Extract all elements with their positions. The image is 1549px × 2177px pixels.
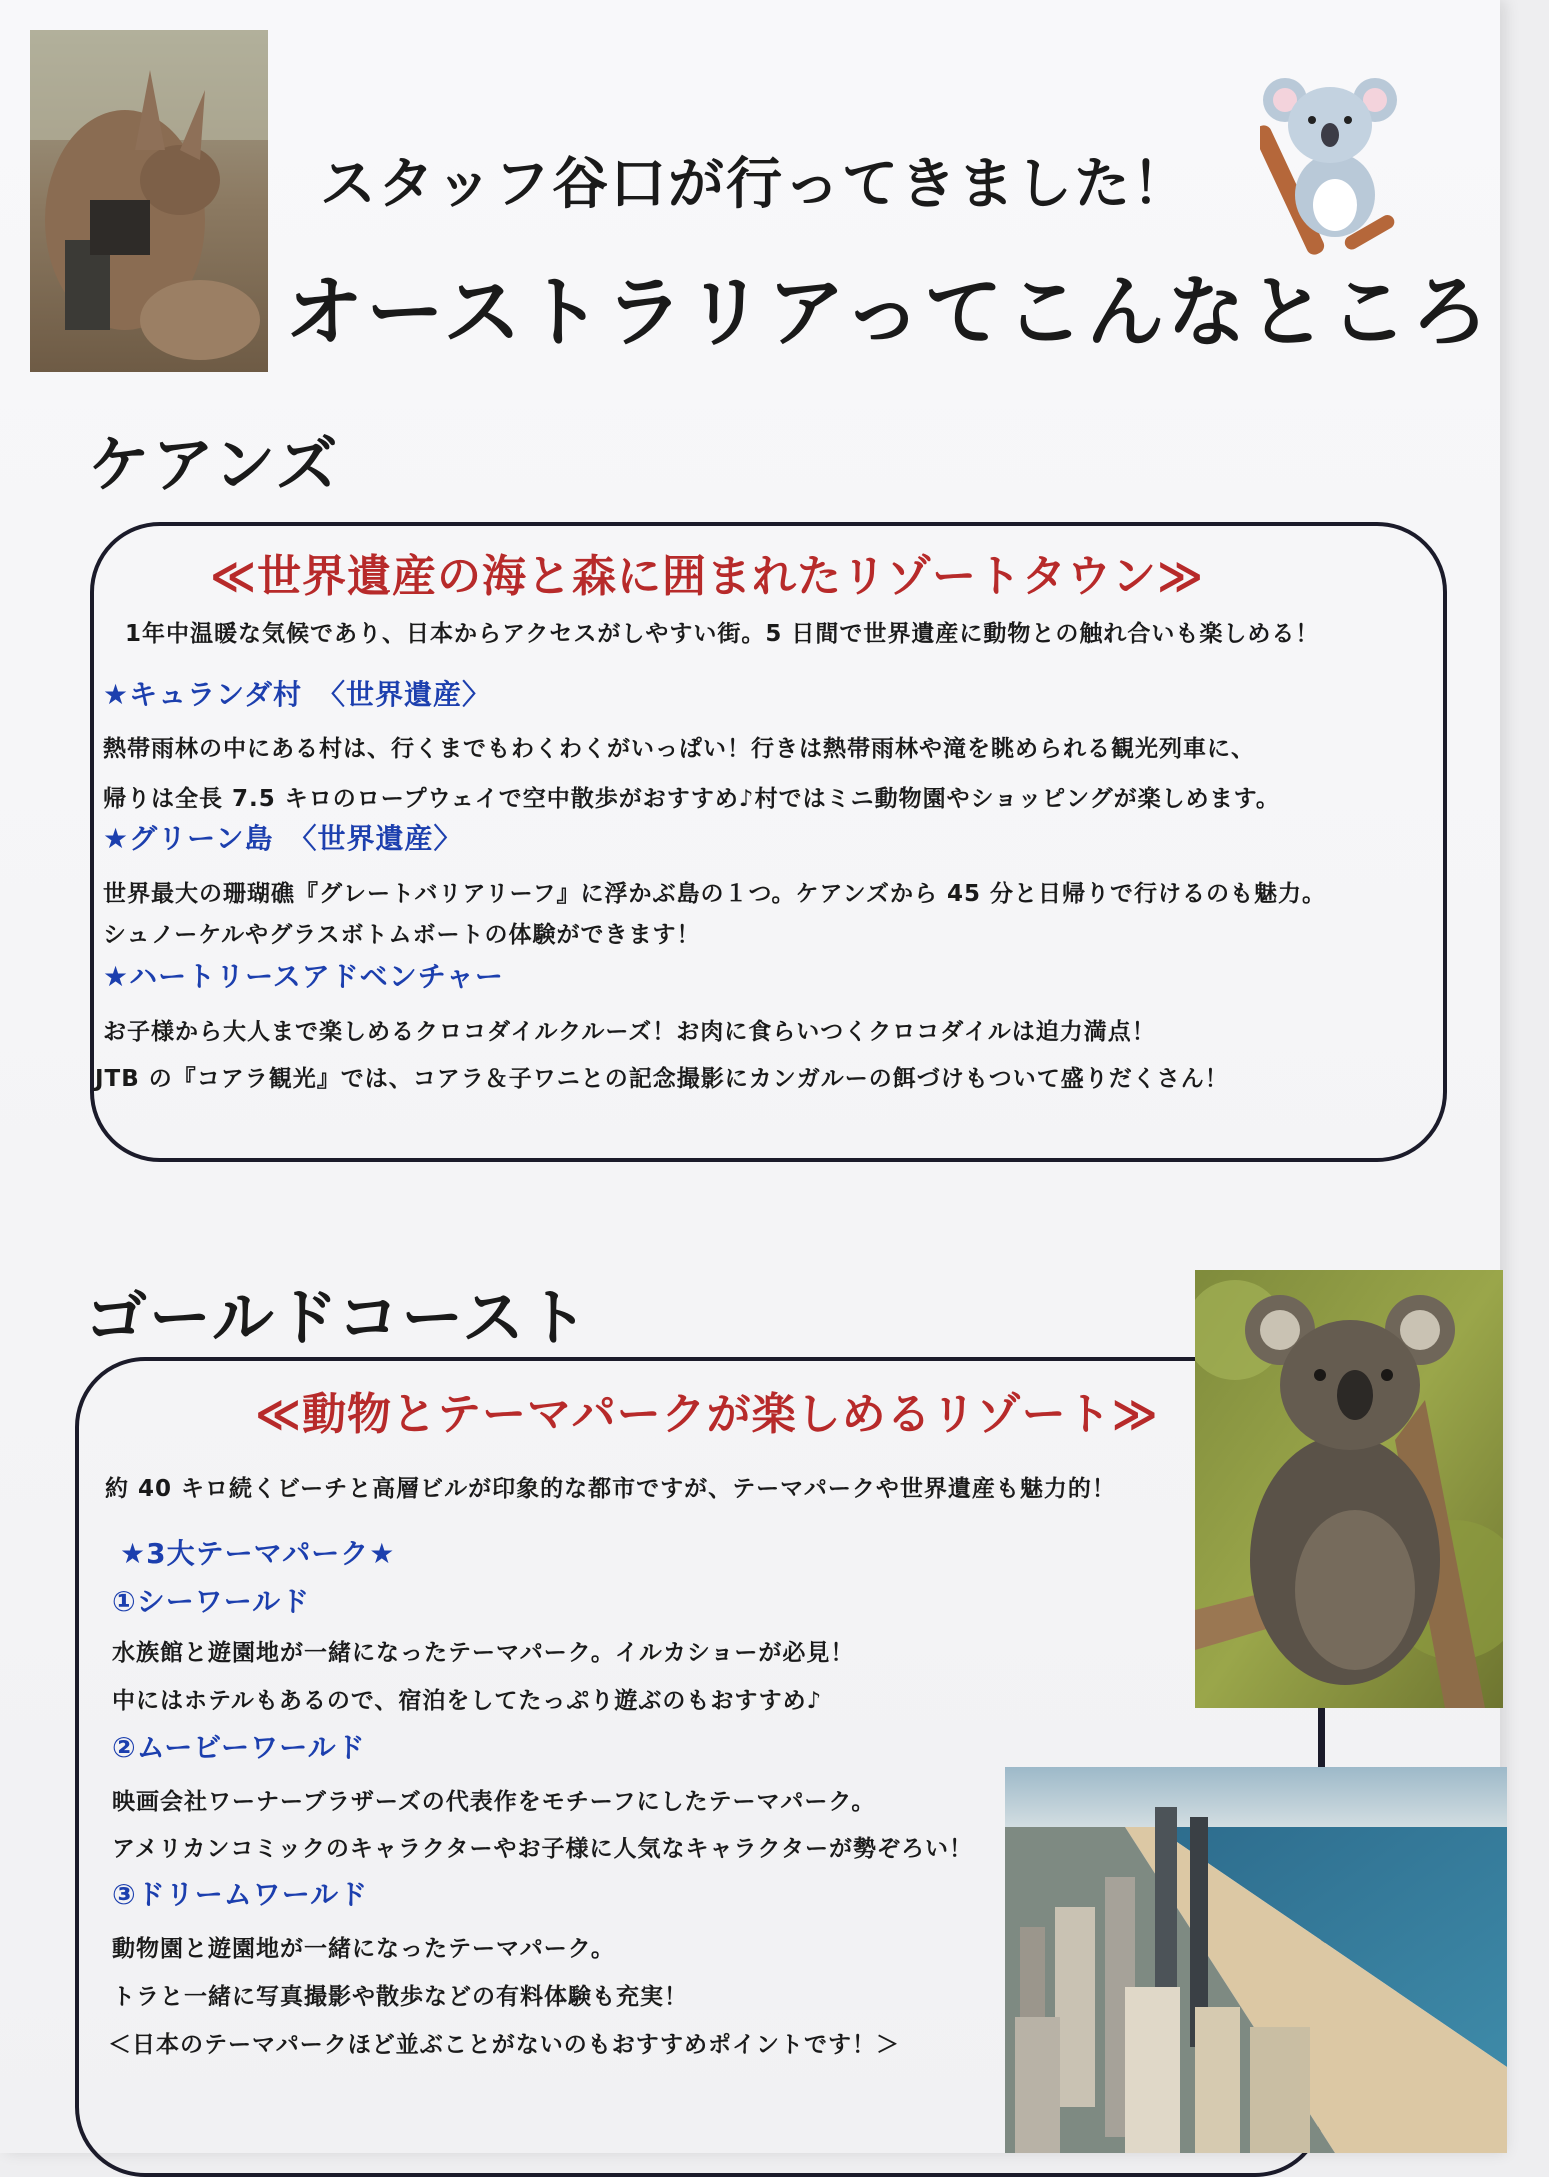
- cairns-subtitle: ≪世界遺産の海と森に囲まれたリゾートタウン≫: [210, 551, 1205, 602]
- cairns-item-hartleys-line: JTB の『コアラ観光』では、コアラ＆子ワニとの記念撮影にカンガルーの餌づけもついて盛りだくさん！: [95, 1066, 1229, 1092]
- cairns-item-green-island-line: 世界最大の珊瑚礁『グレートバリアリーフ』に浮かぶ島の１つ。ケアンズから 45 分と日帰りで行けるのも魅力。: [103, 881, 1326, 907]
- cairns-item-green-island-line: シュノーケルやグラスボトムボートの体験ができます！: [103, 922, 701, 948]
- goldcoast-subtitle: ≪動物とテーマパークが楽しめるリゾート≫: [255, 1389, 1159, 1440]
- header-subtitle: スタッフ谷口が行ってきました！: [320, 152, 1190, 217]
- park-dreamworld-title: ③ドリームワールド: [112, 1878, 369, 1911]
- cairns-item-hartleys-title: ★ハートリースアドベンチャー: [103, 960, 504, 993]
- park-seaworld-title: ①シーワールド: [112, 1585, 311, 1618]
- koala-illustration: [1260, 65, 1405, 260]
- cairns-item-green-island-title: ★グリーン島 〈世界遺産〉: [103, 822, 463, 855]
- connector-line: [1318, 1700, 1322, 1770]
- cairns-lead: 1年中温暖な気候であり、日本からアクセスがしやすい街。5 日間で世界遺産に動物との触れ合いも楽しめる！: [125, 621, 1320, 647]
- gold-coast-aerial-photo: [1005, 1767, 1507, 2153]
- cairns-heading: ケアンズ: [88, 428, 340, 501]
- park-movieworld-title: ②ムービーワールド: [112, 1731, 366, 1764]
- theme-parks-heading: ★3大テーマパーク★: [120, 1537, 396, 1570]
- koala-photo: [1195, 1270, 1503, 1708]
- park-movieworld-line: 映画会社ワーナーブラザーズの代表作をモチーフにしたテーマパーク。: [112, 1789, 876, 1815]
- kangaroo-photo: [30, 30, 268, 372]
- cairns-item-kuranda-title: ★キュランダ村 〈世界遺産〉: [103, 678, 491, 711]
- park-movieworld-line: アメリカンコミックのキャラクターやお子様に人気なキャラクターが勢ぞろい！: [112, 1836, 974, 1862]
- page-title: オーストラリアってこんなところ: [285, 268, 1492, 358]
- cairns-item-hartleys-line: お子様から大人まで楽しめるクロコダイルクルーズ！お肉に食らいつくクロコダイルは迫力満点！: [103, 1019, 1156, 1045]
- park-dreamworld-line: ＜日本のテーマパークほど並ぶことがないのもおすすめポイントです！＞: [108, 2032, 900, 2058]
- park-dreamworld-line: 動物園と遊園地が一緒になったテーマパーク。: [112, 1936, 615, 1962]
- cairns-item-kuranda-line: 帰りは全長 7.5 キロのロープウェイで空中散歩がおすすめ♪村ではミニ動物園やショッピングが楽しめます。: [103, 786, 1280, 812]
- goldcoast-lead: 約 40 キロ続くビーチと高層ビルが印象的な都市ですが、テーマパークや世界遺産も魅力的！: [105, 1476, 1116, 1502]
- goldcoast-heading: ゴールドコースト: [85, 1281, 591, 1354]
- park-seaworld-line: 水族館と遊園地が一緒になったテーマパーク。イルカショーが必見！: [112, 1640, 855, 1666]
- cairns-item-kuranda-line: 熱帯雨林の中にある村は、行くまでもわくわくがいっぱい！行きは熱帯雨林や滝を眺められる観光列車に、: [103, 736, 1255, 762]
- park-seaworld-line: 中にはホテルもあるので、宿泊をしてたっぷり遊ぶのもおすすめ♪: [112, 1688, 823, 1714]
- park-dreamworld-line: トラと一緒に写真撮影や散歩などの有料体験も充実！: [112, 1984, 688, 2010]
